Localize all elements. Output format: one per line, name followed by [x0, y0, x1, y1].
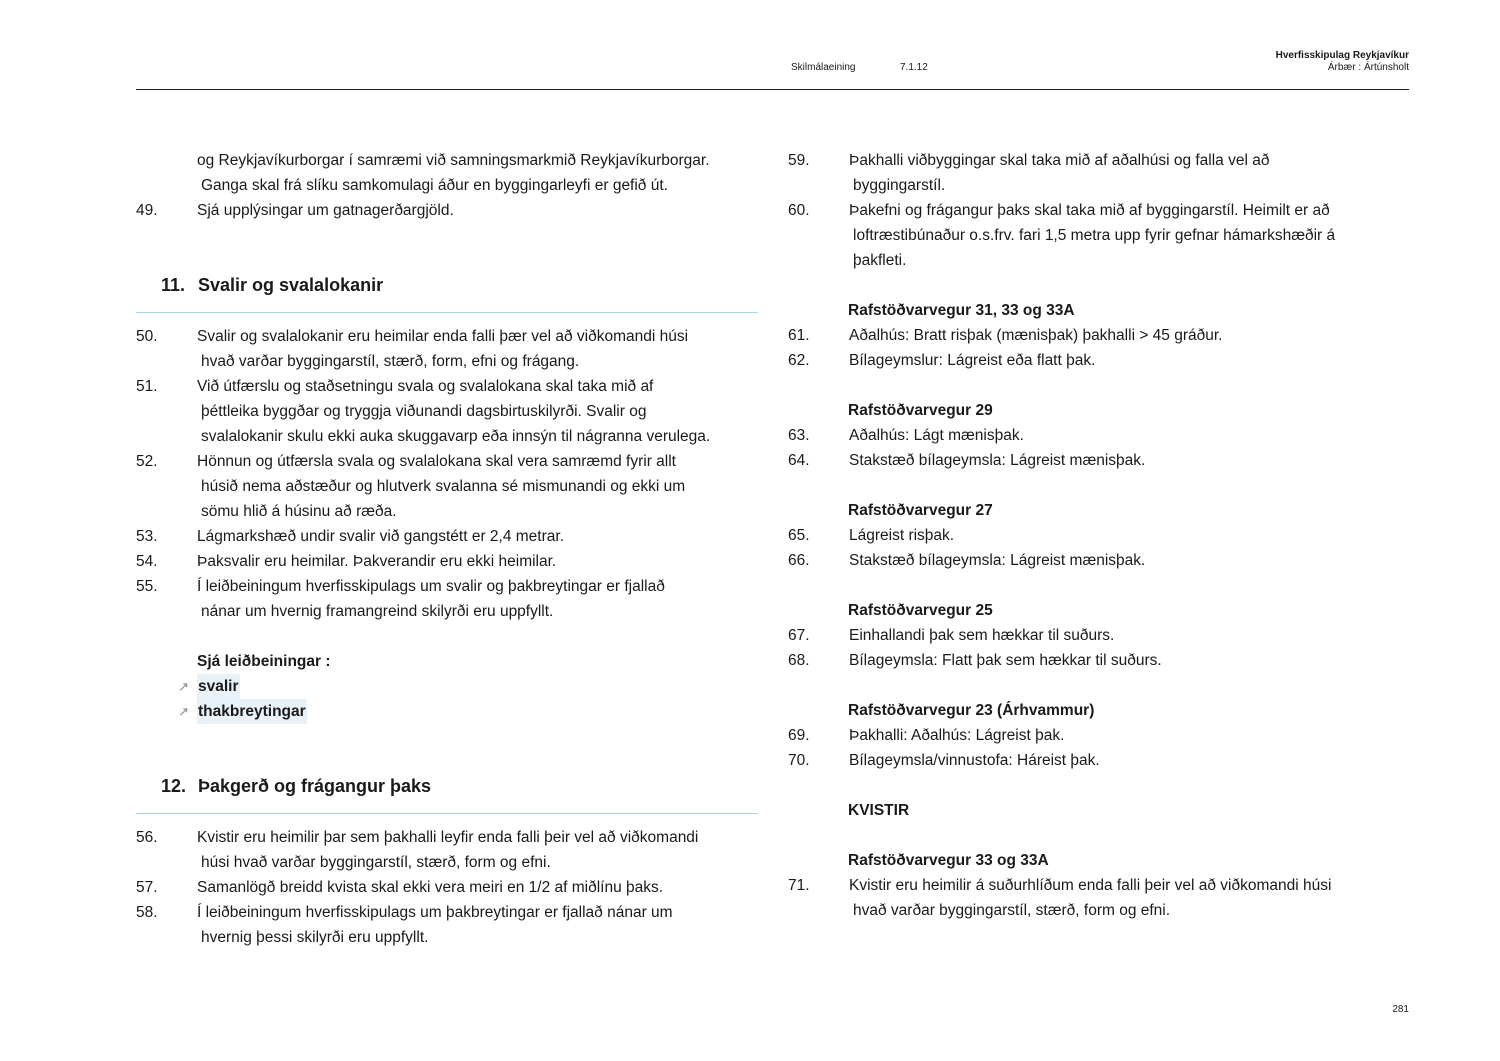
list-item: [788, 648, 1388, 673]
text-line: Hönnun og útfærsla svala og svalalokana skal vera samræmd fyrir allt: [197, 453, 676, 470]
text-line: þakfleti.: [853, 252, 907, 269]
section-title: Þakgerð og frágangur þaks: [198, 776, 432, 796]
item-number: 49.: [136, 202, 158, 219]
list-item: [788, 873, 1388, 923]
subheading: Sjá leiðbeiningar :: [197, 653, 331, 670]
text-line: Ganga skal frá slíku samkomulagi áður en byggingarleyfi er gefið út.: [201, 177, 668, 194]
text-line: Stakstæð bílageymsla: Lágreist mænisþak.: [849, 552, 1146, 569]
list-item: [136, 449, 758, 524]
text-line: Bílageymslur: Lágreist eða flatt þak.: [849, 352, 1096, 369]
text-line: Samanlögð breidd kvista skal ekki vera meiri en 1/2 af miðlínu þaks.: [197, 879, 664, 896]
list-item: [136, 825, 758, 875]
list-item: [136, 198, 758, 223]
item-number: 67.: [788, 627, 810, 644]
section-heading: [136, 774, 758, 799]
item-text: [197, 549, 556, 574]
subheading: Rafstöðvarvegur 27: [848, 502, 993, 519]
item-text: [197, 900, 673, 950]
text-line: Kvistir eru heimilir þar sem þakhalli leyfir enda falli þeir vel að viðkomandi: [197, 829, 699, 846]
list-item: [136, 875, 758, 900]
text-line: hvað varðar byggingarstíl, stærð, form og efni.: [853, 902, 1171, 919]
text-line: Sjá upplýsingar um gatnagerðargjöld.: [197, 202, 454, 219]
item-number: 52.: [136, 453, 158, 470]
item-text: [197, 875, 663, 900]
item-text: [197, 825, 698, 875]
text-line: Aðalhús: Lágt mænisþak.: [849, 427, 1024, 444]
section-divider: [136, 312, 758, 313]
item-number: 56.: [136, 829, 158, 846]
list-item: [136, 549, 758, 574]
list-item: [136, 574, 758, 624]
text-line: Aðalhús: Bratt risþak (mænisþak) þakhalli > 45 gráður.: [849, 327, 1223, 344]
document-subtitle: Árbær : Ártúnsholt: [1327, 62, 1409, 73]
list-item: [788, 198, 1388, 273]
item-text: [849, 648, 1162, 673]
text-line: hvernig þessi skilyrði eru uppfyllt.: [201, 929, 429, 946]
item-number: 65.: [788, 527, 810, 544]
list-item: [788, 723, 1388, 748]
item-text: [197, 574, 665, 624]
item-number: 57.: [136, 879, 158, 896]
page-number: 281: [1392, 1004, 1409, 1015]
item-number: 69.: [788, 727, 810, 744]
item-number: [136, 148, 197, 198]
text-line: og Reykjavíkurborgar í samræmi við samningsmarkmið Reykjavíkurborgar.: [197, 152, 710, 169]
item-number: 53.: [136, 528, 158, 545]
list-item: [136, 524, 758, 549]
list-item: [788, 448, 1388, 473]
list-item: [788, 423, 1388, 448]
text-line: Kvistir eru heimilir á suðurhlíðum enda falli þeir vel að viðkomandi húsi: [849, 877, 1332, 894]
list-item: [788, 623, 1388, 648]
text-line: Lágreist risþak.: [849, 527, 955, 544]
item-text: [849, 523, 954, 548]
list-item: [136, 900, 758, 950]
section-number: 11.: [161, 275, 186, 295]
item-text: [849, 748, 1100, 773]
section-heading: [136, 273, 758, 298]
item-number: 71.: [788, 877, 810, 894]
header-section-number: 7.1.12: [900, 62, 928, 73]
item-number: 66.: [788, 552, 810, 569]
item-text: [849, 623, 1114, 648]
item-text: [849, 423, 1024, 448]
item-number: 60.: [788, 202, 810, 219]
item-number: 64.: [788, 452, 810, 469]
text-line: Í leiðbeiningum hverfisskipulags um þakbreytingar er fjallað nánar um: [197, 904, 673, 921]
text-line: hvað varðar byggingarstíl, stærð, form, efni og frágang.: [201, 353, 580, 370]
list-item: [136, 324, 758, 374]
item-number: 63.: [788, 427, 810, 444]
item-text: [849, 448, 1145, 473]
text-line: Í leiðbeiningum hverfisskipulags um svalir og þakbreytingar er fjallað: [197, 578, 665, 595]
section-divider: [136, 813, 758, 814]
section-title: Svalir og svalalokanir: [198, 275, 384, 295]
text-line: byggingarstíl.: [853, 177, 946, 194]
document-title: Hverfisskipulag Reykjavíkur: [1275, 50, 1409, 61]
item-text: [849, 723, 1064, 748]
text-line: Þakefni og frágangur þaks skal taka mið af byggingarstíl. Heimilt er að: [849, 202, 1330, 219]
guideline-link[interactable]: [136, 699, 758, 724]
list-item: [136, 148, 758, 198]
item-number: 68.: [788, 652, 810, 669]
subheading: Rafstöðvarvegur 31, 33 og 33A: [848, 302, 1075, 319]
item-number: 61.: [788, 327, 810, 344]
item-text: [849, 198, 1335, 273]
left-column: [136, 148, 758, 950]
subheading: KVISTIR: [848, 802, 910, 819]
item-text: [849, 873, 1331, 923]
item-text: [197, 148, 710, 198]
item-text: [197, 324, 688, 374]
guideline-link[interactable]: [136, 674, 758, 699]
item-number: 55.: [136, 578, 158, 595]
text-line: Þakhalli viðbyggingar skal taka mið af aðalhúsi og falla vel að: [849, 152, 1270, 169]
text-line: Þaksvalir eru heimilar. Þakverandir eru ekki heimilar.: [197, 553, 557, 570]
text-line: húsi hvað varðar byggingarstíl, stærð, form og efni.: [201, 854, 551, 871]
list-item: [788, 348, 1388, 373]
item-text: [197, 449, 685, 524]
item-number: 50.: [136, 328, 158, 345]
text-line: Þakhalli: Aðalhús: Lágreist þak.: [849, 727, 1065, 744]
list-item: [788, 523, 1388, 548]
item-text: [197, 524, 564, 549]
list-item: [788, 148, 1388, 198]
text-line: Bílageymsla/vinnustofa: Háreist þak.: [849, 752, 1100, 769]
right-column: [788, 148, 1388, 923]
text-line: loftræstibúnaður o.s.frv. fari 1,5 metra upp fyrir gefnar hámarkshæðir á: [853, 227, 1336, 244]
item-number: 58.: [136, 904, 158, 921]
subheading: Rafstöðvarvegur 33 og 33A: [848, 852, 1049, 869]
text-line: Við útfærslu og staðsetningu svala og svalalokana skal taka mið af: [197, 378, 654, 395]
external-link-arrow-icon: ↗: [178, 704, 189, 719]
link-text[interactable]: thakbreytingar: [197, 699, 307, 724]
item-number: 62.: [788, 352, 810, 369]
list-item: [788, 748, 1388, 773]
list-item: [788, 548, 1388, 573]
section-number: 12.: [161, 776, 187, 796]
text-line: Stakstæð bílageymsla: Lágreist mænisþak.: [849, 452, 1146, 469]
subheading: Rafstöðvarvegur 29: [848, 402, 993, 419]
item-text: [849, 548, 1145, 573]
text-line: húsið nema aðstæður og hlutverk svalanna sé mismunandi og ekki um: [201, 478, 686, 495]
subheading: Rafstöðvarvegur 25: [848, 602, 993, 619]
subheading: Rafstöðvarvegur 23 (Árhvammur): [848, 702, 1095, 719]
item-number: 54.: [136, 553, 158, 570]
text-line: Einhallandi þak sem hækkar til suðurs.: [849, 627, 1115, 644]
external-link-arrow-icon: ↗: [178, 679, 189, 694]
item-text: [849, 348, 1095, 373]
header-document-title: [1276, 50, 1409, 74]
header-divider: [136, 89, 1409, 90]
link-text[interactable]: svalir: [197, 674, 240, 699]
list-item: [788, 323, 1388, 348]
item-number: 59.: [788, 152, 810, 169]
text-line: Svalir og svalalokanir eru heimilar enda falli þær vel að viðkomandi húsi: [197, 328, 689, 345]
text-line: svalalokanir skulu ekki auka skuggavarp eða innsýn til nágranna verulega.: [201, 428, 711, 445]
item-text: [849, 323, 1222, 348]
item-text: [849, 148, 1269, 198]
item-number: 70.: [788, 752, 810, 769]
item-text: [197, 198, 454, 223]
item-number: 51.: [136, 378, 158, 395]
text-line: nánar um hvernig framangreind skilyrði eru uppfyllt.: [201, 603, 554, 620]
header-section-label: Skilmálaeining: [791, 62, 856, 73]
list-item: [136, 374, 758, 449]
text-line: Bílageymsla: Flatt þak sem hækkar til suðurs.: [849, 652, 1162, 669]
text-line: þéttleika byggðar og tryggja viðunandi dagsbirtuskilyrði. Svalir og: [201, 403, 647, 420]
text-line: sömu hlið á húsinu að ræða.: [201, 503, 397, 520]
text-line: Lágmarkshæð undir svalir við gangstétt er 2,4 metrar.: [197, 528, 565, 545]
item-text: [197, 374, 710, 449]
